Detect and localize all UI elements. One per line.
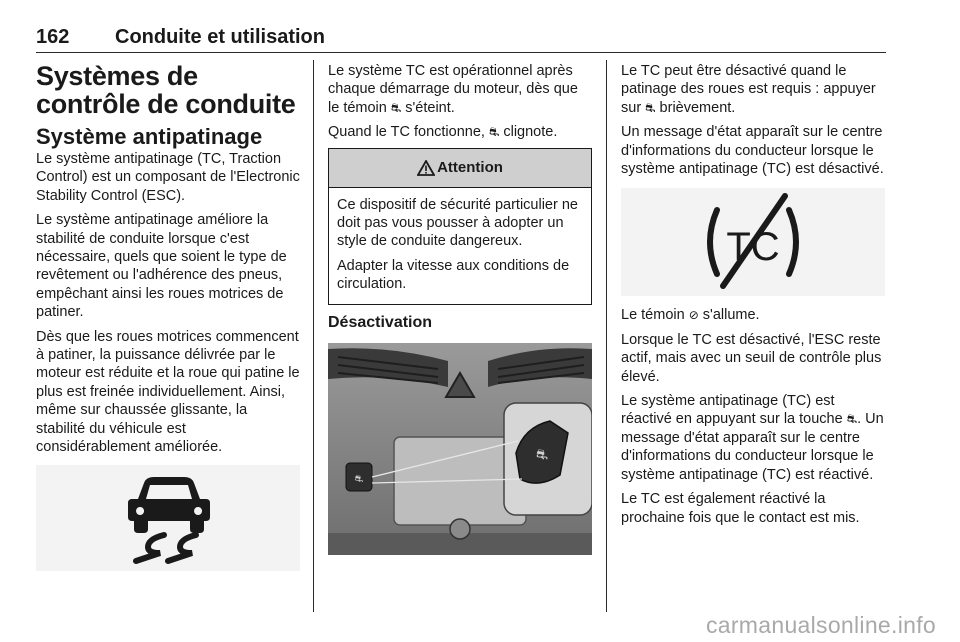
column-1 <box>36 62 300 571</box>
page-number: 162 <box>36 26 70 48</box>
paragraph: Le système antipatinage améliore la stabilité de conduite lorsque c'est nécessaire, quels que soient le type de revêtement ou l'adhérence des pneus, empêchant ainsi les roues motrices de patiner. <box>36 212 287 321</box>
paragraph: Un message d'état apparaît sur le centre d'informations du conducteur lorsque le système antipatinage (TC) est désactivé. <box>621 124 884 178</box>
section-title: Systèmes de contrôle de conduite <box>36 61 296 119</box>
traction-control-icon: ⛐ <box>846 412 858 427</box>
watermark: carmanualsonline.info <box>705 612 936 638</box>
svg-text:⛐: ⛐ <box>535 446 549 463</box>
warning-triangle-icon <box>417 160 435 176</box>
traction-control-icon <box>36 465 300 571</box>
column-divider-2 <box>606 60 607 612</box>
dashboard-tc-button-illustration <box>328 343 592 555</box>
attention-box <box>328 148 592 305</box>
column-2 <box>328 62 592 555</box>
paragraph: Le système TC est opérationnel après chaque démarrage du moteur, dès que le témoin ⛐ s'éteint. <box>328 63 578 116</box>
traction-control-icon: ⛐ <box>390 100 402 115</box>
paragraph: Le TC peut être désactivé quand le patinage des roues est requis : appuyer sur ⛐ brièvement. <box>621 63 876 116</box>
paragraph: Le système antipatinage (TC) est réactivé en appuyant sur la touche ⛐. Un message d'état apparaît sur le centre d'informations du conducteur lorsque le système antipatinage (TC) est réactivé. <box>621 393 884 483</box>
traction-control-icon: ⛐ <box>488 125 500 140</box>
page-header <box>36 16 886 52</box>
tc-off-icon: ⊘ <box>688 308 699 323</box>
header-rule <box>36 52 886 53</box>
page-title: Conduite et utilisation <box>115 26 325 48</box>
paragraph: Quand le TC fonctionne, ⛐ clignote. <box>328 124 558 141</box>
section-subtitle: Système antipatinage <box>36 124 263 149</box>
traction-control-icon: ⛐ <box>645 100 656 115</box>
paragraph: Dès que les roues motrices commencent à patiner, la puissance délivrée par le moteur est réduite et la roue qui patine le plus est freinée individuellement. Ainsi, même sur chaussée glissante, la stabilité du véhicule est considérablement améliorée. <box>36 328 300 456</box>
paragraph: Le témoin ⊘ s'allume. <box>621 307 760 324</box>
paragraph: Le système antipatinage (TC, Traction Control) est un composant de l'Electronic Stability Control (ESC). <box>36 151 300 204</box>
attention-body <box>329 188 591 304</box>
column-divider-1 <box>313 60 314 612</box>
paragraph: Adapter la vitesse aux conditions de circulation. <box>337 257 570 293</box>
tc-off-warning-icon <box>621 188 885 296</box>
tc-label: TC <box>726 225 780 270</box>
attention-title: Attention <box>437 159 503 177</box>
paragraph: Le TC est également réactivé la prochaine fois que le contact est mis. <box>621 491 860 526</box>
attention-header <box>329 149 591 188</box>
paragraph: Lorsque le TC est désactivé, l'ESC reste actif, mais avec un seuil de contrôle plus élevé. <box>621 331 882 385</box>
paragraph: Ce dispositif de sécurité particulier ne doit pas vous pousser à adopter un style de conduite dangereux. <box>337 196 578 250</box>
svg-text:⛐: ⛐ <box>354 473 364 485</box>
column-3 <box>621 62 887 533</box>
subheading: Désactivation <box>328 313 433 331</box>
